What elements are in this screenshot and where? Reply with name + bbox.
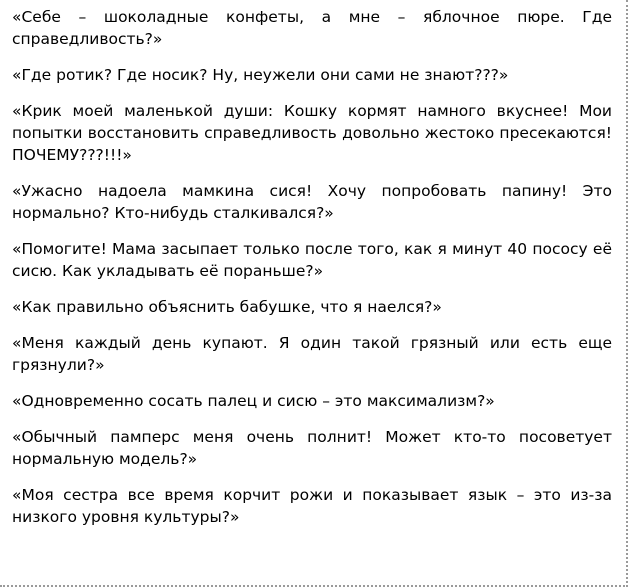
quote-item: «Где ротик? Где носик? Ну, неужели они сами не знают???» xyxy=(12,66,509,84)
quote-item: «Ужасно надоела мамкина сися! Хочу попробовать папину! Это нормально? Кто-нибудь сталкивался?» xyxy=(12,182,612,222)
quote-item: «Одновременно сосать палец и сисю – это максимализм?» xyxy=(12,392,495,410)
quote-item: «Помогите! Мама засыпает только после того, как я минут 40 пососу её сисю. Как укладывать её пораньше?» xyxy=(12,240,612,280)
quote-item: «Себе – шоколадные конфеты, а мне – яблочное пюре. Где справедливость?» xyxy=(12,8,612,48)
quote-item: «Как правильно объяснить бабушке, что я наелся?» xyxy=(12,298,442,316)
quote-item: «Крик моей маленькой души: Кошку кормят намного вкуснее! Мои попытки восстановить справедливость довольно жестоко пресекаются! ПОЧЕМУ???!!!» xyxy=(12,102,612,164)
quote-item: «Моя сестра все время корчит рожи и показывает язык – это из-за низкого уровня культуры?» xyxy=(12,486,612,526)
quote-item: «Меня каждый день купают. Я один такой грязный или есть еще грязнули?» xyxy=(12,334,612,374)
quote-item: «Обычный памперс меня очень полнит! Может кто-то посоветует нормальную модель?» xyxy=(12,428,612,468)
quote-list xyxy=(12,6,612,542)
